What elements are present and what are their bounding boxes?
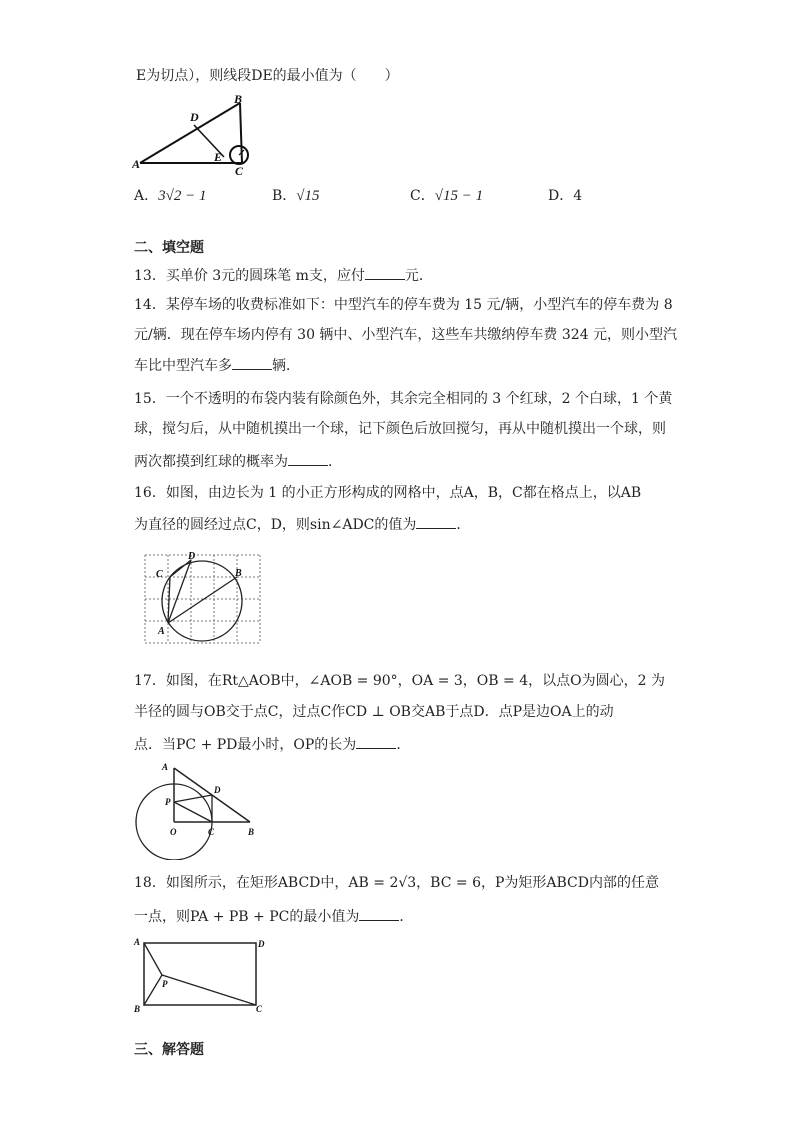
q14-line1: 14．某停车场的收费标准如下：中型汽车的停车费为 15 元/辆，小型汽车的停车费为 8 xyxy=(134,297,673,313)
answer-blank[interactable] xyxy=(359,906,399,921)
q16-line1: 16．如图，由边长为 1 的小正方形构成的网格中，点A，B，C都在格点上，以AB xyxy=(134,485,642,501)
q16-text: 为直径的圆经过点C，D，则sin∠ADC的值为 xyxy=(134,517,417,533)
q18-figure xyxy=(132,935,267,1015)
label-D: D xyxy=(190,110,199,124)
q14-text-end: 辆． xyxy=(272,358,300,374)
q17-line1: 17．如图，在Rt△AOB中，∠AOB = 90°，OA = 3，OB = 4，以点O为圆心，2 为 xyxy=(134,673,665,689)
q15-text: 两次都摸到红球的概率为 xyxy=(134,454,288,470)
q18-line2 xyxy=(134,906,413,927)
label-A: A xyxy=(158,626,165,637)
answer-blank[interactable] xyxy=(365,265,405,280)
label-P: P xyxy=(162,979,168,989)
answer-blank[interactable] xyxy=(232,355,272,370)
option-value: 4 xyxy=(573,188,583,204)
label-D: D xyxy=(214,785,221,795)
q18-text-end: ． xyxy=(399,909,414,925)
q16-line2 xyxy=(134,514,470,535)
q13-text: 13．买单价 3元的圆珠笔 m支，应付 xyxy=(134,268,365,284)
q13 xyxy=(134,265,433,286)
q13-text-end: 元． xyxy=(404,268,433,284)
option-value: √15 xyxy=(296,188,320,204)
label-D: D xyxy=(188,551,196,562)
q17-line2: 半径的圆与OB交于点C，过点C作CD ⊥ OB交AB于点D．点P是边OA上的动 xyxy=(134,704,614,720)
option-value: √15 − 1 xyxy=(434,188,484,204)
label-C: C xyxy=(208,827,215,837)
option-value: 3√2 − 1 xyxy=(158,188,207,204)
q15-line2: 球，搅匀后，从中随机摸出一个球，记下颜色后放回搅匀，再从中随机摸出一个球，则 xyxy=(134,421,666,437)
q12-option-b xyxy=(272,186,320,206)
q12-stem-tail: E为切点），则线段DE的最小值为（ ） xyxy=(136,68,399,84)
q17-figure xyxy=(132,760,262,860)
label-D: D xyxy=(258,939,265,949)
answer-blank[interactable] xyxy=(416,514,456,529)
label-A: A xyxy=(134,937,141,947)
label-B: B xyxy=(234,95,243,106)
q12-option-d xyxy=(548,186,582,206)
answer-blank[interactable] xyxy=(288,451,328,466)
q14-text: 车比中型汽车多 xyxy=(134,358,232,374)
option-key: B． xyxy=(272,188,297,204)
q12-figure xyxy=(132,95,262,175)
label-C: C xyxy=(156,569,163,580)
option-key: A． xyxy=(134,188,159,204)
q15-line3 xyxy=(134,451,342,472)
label-B: B xyxy=(235,568,242,579)
q18-line1: 18．如图所示，在矩形ABCD中，AB = 2√3，BC = 6，P为矩形ABCD内部的任意 xyxy=(134,875,659,891)
q17-text: 点．当PC + PD最小时，OP的长为 xyxy=(134,737,357,753)
label-C: C xyxy=(256,1004,263,1014)
label-C: C xyxy=(235,164,244,175)
label-O: O xyxy=(170,827,177,837)
q17-text-end: ． xyxy=(396,737,411,753)
label-A: A xyxy=(132,157,141,171)
q12-option-c xyxy=(410,186,483,206)
q15-text-end: ． xyxy=(328,454,342,470)
label-B: B xyxy=(134,1004,141,1014)
q18-text: 一点，则PA + PB + PC的最小值为 xyxy=(134,909,360,925)
answer-blank[interactable] xyxy=(356,734,396,749)
q16-figure xyxy=(140,550,270,650)
label-B: B xyxy=(248,827,255,837)
q16-text-end: ． xyxy=(456,517,471,533)
label-A: A xyxy=(162,762,169,772)
label-P: P xyxy=(165,797,171,807)
section-title-fill-blank: 二、填空题 xyxy=(134,240,204,256)
q14-line3 xyxy=(134,355,300,376)
section-title-answer: 三、解答题 xyxy=(134,1042,204,1058)
q17-line3 xyxy=(134,734,410,755)
q12-option-a xyxy=(134,186,206,206)
label-E: E xyxy=(214,150,223,164)
option-key: D． xyxy=(548,188,574,204)
option-key: C． xyxy=(410,188,435,204)
q15-line1: 15．一个不透明的布袋内装有除颜色外，其余完全相同的 3 个红球，2 个白球，1 个黄 xyxy=(134,391,673,407)
q14-line2: 元/辆．现在停车场内停有 30 辆中、小型汽车，这些车共缴纳停车费 324 元，则小型汽 xyxy=(134,327,678,343)
